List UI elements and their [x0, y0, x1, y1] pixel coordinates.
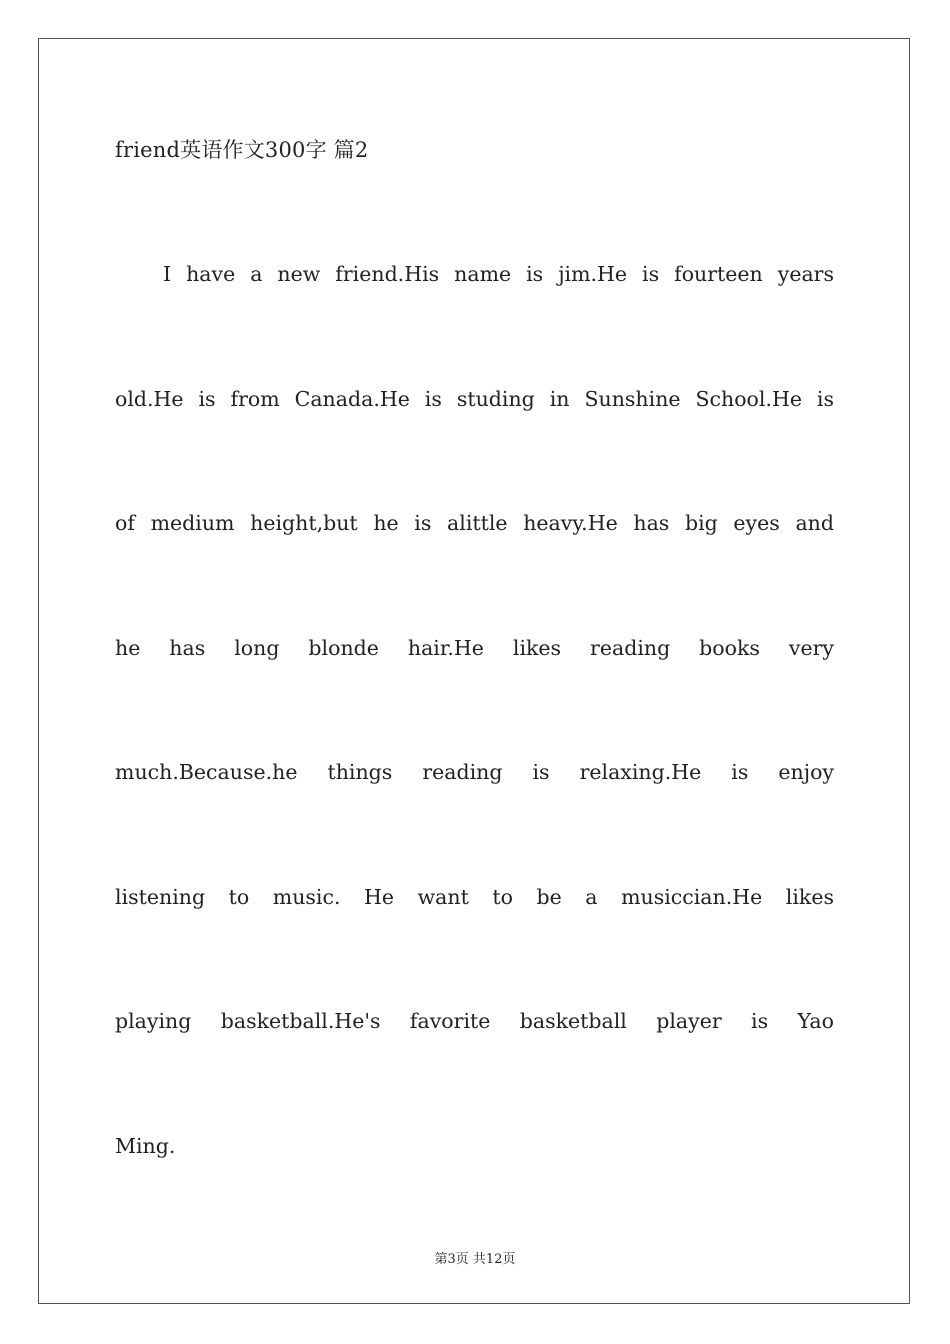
page-frame — [38, 38, 910, 1304]
paragraph-line-5: much.Because.he things reading is relaxing.He is enjoy — [115, 760, 834, 784]
paragraph-line-2: old.He is from Canada.He is studing in Sunshine School.He is — [115, 387, 834, 411]
paragraph-line-1: I have a new friend.His name is jim.He is fourteen years — [163, 262, 834, 286]
paragraph-line-6: listening to music. He want to be a musiccian.He likes — [115, 885, 834, 909]
paragraph-line-7: playing basketball.He's favorite basketball player is Yao — [115, 1009, 834, 1033]
page-number-footer: 第3页 共12页 — [434, 1252, 516, 1267]
document-title: friend英语作文300字 篇2 — [115, 138, 369, 162]
paragraph-line-3: of medium height,but he is alittle heavy.He has big eyes and — [115, 511, 834, 535]
paragraph-line-4: he has long blonde hair.He likes reading books very — [115, 636, 834, 660]
paragraph-line-8: Ming. — [115, 1134, 176, 1158]
